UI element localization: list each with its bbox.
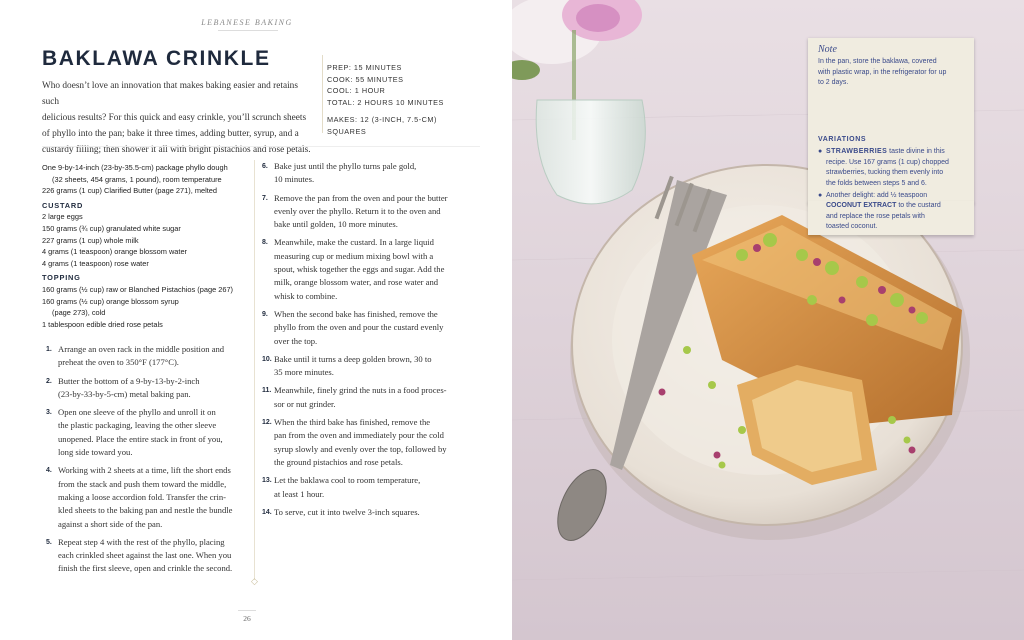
page-number: 26 — [243, 614, 251, 623]
recipe-times — [327, 62, 477, 137]
step-number: 6. — [262, 163, 268, 170]
step — [262, 308, 462, 348]
variation-text: the folds between steps 5 and 6. — [826, 179, 927, 187]
step-text: To serve, cut it into twelve 3-inch squares. — [274, 506, 420, 517]
step — [262, 236, 462, 302]
step-text: over the top. — [274, 335, 318, 346]
note-line: to 2 days. — [818, 79, 849, 86]
intro-line: custardy filling; then shower it all with bright pistachios and rose petals. — [42, 145, 311, 155]
times-divider — [322, 55, 323, 133]
intro-line: delicious results? For this quick and easy crinkle, you’ll scrunch sheets — [42, 113, 307, 123]
step-number: 2. — [46, 377, 52, 385]
step-text: pan from the oven and immediately pour the cold — [274, 430, 444, 441]
step-text: spout, whisk together the eggs and sugar. Add the — [274, 264, 445, 275]
step — [262, 506, 462, 519]
step-number: 12. — [262, 419, 272, 427]
bullet-icon: ● — [818, 192, 823, 199]
step-text: Meanwhile, make the custard. In a large liquid — [274, 237, 434, 248]
step-text: Let the baklawa cool to room temperature, — [274, 475, 421, 486]
step-number: 11. — [262, 387, 272, 395]
step-number: 13. — [262, 477, 272, 485]
step-text: phyllo from the oven and pour the custard evenly — [274, 322, 444, 333]
divider-ornament: ◇ — [251, 577, 258, 587]
variation-text: strawberries, tucking them evenly into — [826, 169, 944, 176]
step-text: from the stack and push them toward the middle, — [58, 478, 227, 489]
prep-time: PREP: 15 MINUTES — [327, 63, 402, 72]
step-text: against a short side of the pan. — [58, 518, 163, 529]
step-text: unopened. Place the entire stack in front of you, — [58, 433, 223, 444]
ingredients-list — [42, 162, 260, 330]
step-text: Bake until it turns a deep golden brown, 30 to — [274, 353, 432, 364]
step-number: 9. — [262, 310, 268, 318]
variation-text: taste divine in this — [887, 148, 945, 155]
step — [262, 192, 462, 232]
steps-column-right — [262, 160, 462, 524]
step-text: Bake just until the phyllo turns pale gold, — [274, 161, 417, 171]
custard-heading: CUSTARD — [42, 200, 84, 210]
step-text: 10 minutes. — [274, 174, 315, 185]
variation-strawberries — [818, 147, 968, 189]
ingredient: (32 sheets, 454 grams, 1 pound), room temperature — [52, 174, 222, 184]
steps-column-left — [46, 343, 246, 581]
step — [46, 536, 246, 576]
step-text: each crinkled sheet against the last one. When you — [58, 550, 232, 561]
step-text: evenly over the phyllo. Return it to the oven and — [274, 205, 441, 216]
column-divider — [254, 160, 255, 580]
step-text: sor or nut grinder. — [274, 398, 336, 409]
step — [262, 416, 462, 469]
yield — [327, 114, 477, 137]
note-body — [818, 57, 968, 89]
step-text: Meanwhile, finely grind the nuts in a food proces- — [274, 385, 447, 396]
topping-heading: TOPPING — [42, 273, 81, 283]
step-text: making a loose accordion fold. Transfer the crin- — [58, 491, 227, 502]
bullet-icon: ● — [818, 148, 823, 155]
variation-text: recipe. Use 167 grams (1 cup) chopped — [826, 158, 949, 166]
variation-coconut — [818, 191, 968, 202]
yield-line: SQUARES — [327, 126, 367, 136]
step-text: When the second bake has finished, remove the — [274, 308, 438, 319]
step-text: at least 1 hour. — [274, 488, 325, 499]
variation-key: STRAWBERRIES — [826, 148, 888, 155]
running-head-rule — [218, 30, 278, 31]
step-text: (23-by-33-by-5-cm) metal baking pan. — [58, 388, 191, 399]
step — [46, 375, 246, 402]
step — [46, 464, 246, 530]
yield-line: MAKES: 12 (3-INCH, 7.5-CM) — [327, 115, 437, 124]
total-time: TOTAL: 2 HOURS 10 MINUTES — [327, 97, 444, 107]
step-text: kled sheets to the baking pan and nestle the bundle — [58, 505, 233, 516]
step-number: 4. — [46, 467, 52, 475]
note-line: In the pan, store the baklawa, covered — [818, 58, 937, 65]
step-text: 35 more minutes. — [274, 367, 334, 378]
intro-line: Who doesn’t love an innovation that makes baking easier and retains such — [42, 81, 298, 107]
intro-line: of phyllo into the pan; bake it three times, adding butter, syrup, and a — [42, 129, 299, 139]
step-text: Repeat step 4 with the rest of the phyllo, placing — [58, 536, 225, 547]
note-title: Note — [818, 44, 837, 55]
ingredient: 160 grams (½ cup) orange blossom syrup — [42, 296, 179, 306]
step — [262, 474, 462, 501]
folio-rule — [238, 610, 256, 611]
step-text: the ground pistachios and rose petals. — [274, 456, 403, 467]
ingredient: 226 grams (1 cup) Clarified Butter (page 271), melted — [42, 186, 217, 196]
variation-text: and replace the rose petals with — [826, 212, 925, 220]
step — [262, 353, 462, 380]
variations-heading: VARIATIONS — [818, 136, 867, 143]
step-number: 10. — [262, 355, 272, 363]
step-text: Butter the bottom of a 9-by-13-by-2-inch — [58, 375, 200, 386]
step-text: Working with 2 sheets at a time, lift the short ends — [58, 465, 231, 476]
ingredient: 150 grams (¾ cup) granulated white sugar — [42, 223, 181, 233]
variation-coconut-continued — [808, 201, 974, 235]
step-text: long side toward you. — [58, 447, 133, 458]
variation-key: COCONUT EXTRACT — [826, 202, 897, 209]
step-text: When the third bake has finished, remove the — [274, 417, 431, 428]
variation-text: Another delight: add ½ teaspoon — [826, 192, 928, 199]
step — [46, 406, 246, 459]
step-text: preheat the oven to 350°F (177°C). — [58, 357, 179, 368]
note-line: with plastic wrap, in the refrigerator for up — [818, 68, 947, 76]
step-text: whisk to combine. — [274, 290, 338, 301]
step-text: bake until golden, 10 more minutes. — [274, 219, 398, 230]
cool-time: COOL: 1 HOUR — [327, 86, 386, 95]
running-head: LEBANESE BAKING — [201, 18, 293, 27]
step-text: Arrange an oven rack in the middle position and — [58, 344, 225, 354]
step-text: Open one sleeve of the phyllo and unroll it on — [58, 407, 216, 418]
ingredient: 160 grams (½ cup) raw or Blanched Pistachios (page 267) — [42, 284, 234, 294]
ingredient: 4 grams (1 teaspoon) rose water — [42, 258, 149, 268]
ingredient: 227 grams (1 cup) whole milk — [42, 235, 139, 245]
variation-text: to the custard — [896, 202, 941, 209]
step-number: 5. — [46, 538, 52, 546]
ingredient: (page 273), cold — [52, 308, 106, 318]
step-number: 14. — [262, 508, 272, 516]
step-text: milk, orange blossom water, and rose water and — [274, 277, 439, 288]
variation-text: toasted coconut. — [826, 223, 878, 230]
ingredient: One 9-by-14-inch (23-by-35.5-cm) package phyllo dough — [42, 163, 228, 172]
step-text: the plastic packaging, leaving the other sleeve — [58, 420, 217, 431]
step-number: 8. — [262, 239, 268, 247]
ingredient: 4 grams (1 teaspoon) orange blossom water — [42, 247, 188, 257]
ingredient: 1 tablespoon edible dried rose petals — [42, 319, 163, 329]
step-text: measuring cup or medium mixing bowl with a — [274, 250, 434, 261]
cook-time: COOK: 55 MINUTES — [327, 74, 404, 84]
step-text: finish the first sleeve, open and crinkle the second. — [58, 563, 233, 574]
step-number: 7. — [262, 194, 268, 202]
ingredient: 2 large eggs — [42, 212, 83, 222]
step — [262, 160, 462, 187]
step-number: 3. — [46, 409, 52, 417]
note-card — [808, 38, 974, 204]
step-text: syrup slowly and evenly over the top, followed by — [274, 443, 447, 454]
step-number: 1. — [46, 346, 52, 353]
section-rule — [42, 146, 480, 147]
step — [262, 384, 462, 411]
step-text: Remove the pan from the oven and pour the butter — [274, 192, 448, 203]
step — [46, 343, 246, 370]
recipe-title: BAKLAWA CRINKLE — [42, 47, 271, 70]
